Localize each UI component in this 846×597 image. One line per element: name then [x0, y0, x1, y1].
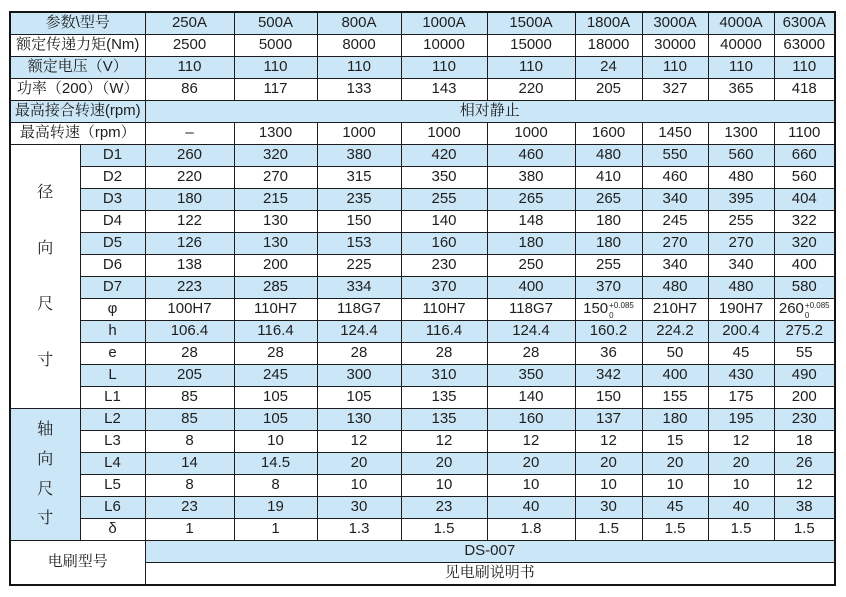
- spec-value: 1450: [642, 123, 708, 145]
- dimension-value: 8: [145, 475, 234, 497]
- dimension-value: 322: [774, 211, 835, 233]
- dimension-value: 12: [317, 431, 401, 453]
- dimension-value: 28: [145, 343, 234, 365]
- dimension-value: 300: [317, 365, 401, 387]
- dimension-value: 400: [774, 255, 835, 277]
- spec-value: 8000: [317, 35, 401, 57]
- dimension-value: 1.5: [708, 519, 774, 541]
- dimension-value: 28: [487, 343, 575, 365]
- dimension-value: 270: [234, 167, 317, 189]
- group-label-char: 尺: [37, 480, 54, 498]
- dimension-value: 1: [234, 519, 317, 541]
- dimension-label: φ: [80, 299, 145, 321]
- dimension-value: 20: [575, 453, 642, 475]
- dimension-value: 26: [774, 453, 835, 475]
- dimension-value: 370: [575, 277, 642, 299]
- dimension-value: 215: [234, 189, 317, 211]
- dimension-value: 320: [234, 145, 317, 167]
- dimension-value: 85: [145, 387, 234, 409]
- dimension-value: 20: [642, 453, 708, 475]
- tolerance-base: 260: [778, 300, 804, 318]
- spec-value: 1600: [575, 123, 642, 145]
- spec-value: 110: [317, 57, 401, 79]
- dimension-value: 430: [708, 365, 774, 387]
- spec-value: 18000: [575, 35, 642, 57]
- dimension-value: 150: [575, 387, 642, 409]
- dimension-value: 270: [708, 233, 774, 255]
- dimension-value: 235: [317, 189, 401, 211]
- dimension-value: 23: [401, 497, 487, 519]
- dimension-value: 220: [145, 167, 234, 189]
- dimension-value: 550: [642, 145, 708, 167]
- dimension-value: 148: [487, 211, 575, 233]
- dimension-value: 340: [708, 255, 774, 277]
- spec-value: 110: [401, 57, 487, 79]
- dimension-value: 1.5: [575, 519, 642, 541]
- dimension-value: 10: [401, 475, 487, 497]
- dimension-value: 36: [575, 343, 642, 365]
- dimension-label: D3: [80, 189, 145, 211]
- spec-value: 1300: [708, 123, 774, 145]
- dimension-value: 400: [487, 277, 575, 299]
- dimension-value: 38: [774, 497, 835, 519]
- dimension-value: 225: [317, 255, 401, 277]
- group-label-char: 轴: [37, 421, 54, 439]
- dimension-value: 124.4: [487, 321, 575, 343]
- dimension-value: 20: [708, 453, 774, 475]
- dimension-value: 180: [575, 233, 642, 255]
- dimension-value: 210H7: [642, 299, 708, 321]
- model-header: 1000A: [401, 12, 487, 35]
- dimension-value: 160: [487, 409, 575, 431]
- dimension-value: 255: [708, 211, 774, 233]
- spec-value: 63000: [774, 35, 835, 57]
- dimension-value: 200: [774, 387, 835, 409]
- dimension-value: 180: [145, 189, 234, 211]
- dimension-value: 135: [401, 387, 487, 409]
- dimension-value: [774, 299, 835, 321]
- dimension-value: 195: [708, 409, 774, 431]
- dimension-value: 1.5: [642, 519, 708, 541]
- spec-value: 1000: [317, 123, 401, 145]
- dimension-label: L: [80, 365, 145, 387]
- spec-value: 1100: [774, 123, 835, 145]
- dimension-value: 100H7: [145, 299, 234, 321]
- dimension-value: 50: [642, 343, 708, 365]
- spec-table: [9, 11, 836, 586]
- dimension-value: 110H7: [234, 299, 317, 321]
- dimension-value: 460: [487, 145, 575, 167]
- spec-value: 110: [642, 57, 708, 79]
- dimension-value: 105: [234, 387, 317, 409]
- spec-label: 最高接合转速(rpm): [10, 101, 145, 123]
- brush-model-value: DS-007: [145, 541, 835, 563]
- spec-value: –: [145, 123, 234, 145]
- dimension-label: L5: [80, 475, 145, 497]
- dimension-value: 12: [774, 475, 835, 497]
- dimension-value: 140: [487, 387, 575, 409]
- dimension-value: 340: [642, 255, 708, 277]
- dimension-value: 310: [401, 365, 487, 387]
- dimension-value: [575, 299, 642, 321]
- dimension-value: 118G7: [487, 299, 575, 321]
- dimension-value: 106.4: [145, 321, 234, 343]
- dimension-value: 8: [145, 431, 234, 453]
- dimension-value: 155: [642, 387, 708, 409]
- dimension-value: 200: [234, 255, 317, 277]
- spec-value: 133: [317, 79, 401, 101]
- dimension-value: 105: [234, 409, 317, 431]
- dimension-value: 150: [317, 211, 401, 233]
- param-model-header: 参数\型号: [10, 12, 145, 35]
- dimension-value: 15: [642, 431, 708, 453]
- dimension-value: 205: [145, 365, 234, 387]
- model-header: 1500A: [487, 12, 575, 35]
- dimension-value: 1.5: [401, 519, 487, 541]
- dimension-value: 265: [487, 189, 575, 211]
- dimension-value: 138: [145, 255, 234, 277]
- tolerance-upper: +0.085: [609, 301, 634, 311]
- dimension-value: 10: [234, 431, 317, 453]
- dimension-label: D7: [80, 277, 145, 299]
- dimension-value: 10: [575, 475, 642, 497]
- dimension-value: 275.2: [774, 321, 835, 343]
- spec-value: 10000: [401, 35, 487, 57]
- dimension-value: 153: [317, 233, 401, 255]
- tolerance-upper: +0.085: [804, 301, 830, 311]
- dimension-value: 20: [401, 453, 487, 475]
- dimension-value: 400: [642, 365, 708, 387]
- dimension-value: 480: [575, 145, 642, 167]
- dimension-value: 40: [487, 497, 575, 519]
- dimension-value: 10: [708, 475, 774, 497]
- dimension-label: D1: [80, 145, 145, 167]
- spec-value: 110: [487, 57, 575, 79]
- spec-merged-value: 相对静止: [145, 101, 835, 123]
- dimension-value: 23: [145, 497, 234, 519]
- spec-value: 110: [145, 57, 234, 79]
- spec-value: 5000: [234, 35, 317, 57]
- dimension-value: 320: [774, 233, 835, 255]
- spec-value: 327: [642, 79, 708, 101]
- dimension-value: 55: [774, 343, 835, 365]
- dimension-label: L2: [80, 409, 145, 431]
- dimension-value: 10: [317, 475, 401, 497]
- group-label-char: 径: [37, 183, 54, 201]
- dimension-value: 40: [708, 497, 774, 519]
- spec-value: 40000: [708, 35, 774, 57]
- dimension-value: 19: [234, 497, 317, 519]
- dimension-value: 160: [401, 233, 487, 255]
- model-header: 800A: [317, 12, 401, 35]
- dimension-value: 20: [487, 453, 575, 475]
- model-header: 250A: [145, 12, 234, 35]
- dimension-value: 175: [708, 387, 774, 409]
- dimension-value: 85: [145, 409, 234, 431]
- dimension-value: 180: [575, 211, 642, 233]
- dimension-value: 370: [401, 277, 487, 299]
- dimension-value: 380: [317, 145, 401, 167]
- dimension-value: 45: [708, 343, 774, 365]
- dimension-value: 14.5: [234, 453, 317, 475]
- dimension-value: 137: [575, 409, 642, 431]
- dimension-value: 342: [575, 365, 642, 387]
- dimension-value: 660: [774, 145, 835, 167]
- dimension-value: 560: [774, 167, 835, 189]
- dimension-value: 118G7: [317, 299, 401, 321]
- dimension-value: 334: [317, 277, 401, 299]
- dimension-value: 140: [401, 211, 487, 233]
- dimension-value: 350: [401, 167, 487, 189]
- dimension-value: 265: [575, 189, 642, 211]
- dimension-value: 30: [575, 497, 642, 519]
- dimension-value: 230: [401, 255, 487, 277]
- dimension-value: 410: [575, 167, 642, 189]
- dimension-value: 14: [145, 453, 234, 475]
- tolerance-stack: [609, 301, 634, 319]
- dimension-value: 315: [317, 167, 401, 189]
- dimension-label: D2: [80, 167, 145, 189]
- dimension-value: 1: [145, 519, 234, 541]
- dimension-value: 480: [708, 167, 774, 189]
- group-label-char: 尺: [37, 295, 54, 313]
- dimension-label: e: [80, 343, 145, 365]
- spec-value: 220: [487, 79, 575, 101]
- model-header: 3000A: [642, 12, 708, 35]
- dimension-value: 350: [487, 365, 575, 387]
- brush-model-label: 电刷型号: [10, 541, 145, 586]
- dimension-value: 30: [317, 497, 401, 519]
- group-label-char: 向: [37, 239, 54, 257]
- dimension-value: 420: [401, 145, 487, 167]
- spec-value: 110: [774, 57, 835, 79]
- spec-label: 额定传递力矩(Nm): [10, 35, 145, 57]
- dimension-value: 28: [401, 343, 487, 365]
- brush-note: 见电刷说明书: [145, 563, 835, 586]
- dimension-value: 190H7: [708, 299, 774, 321]
- dimension-value: 116.4: [401, 321, 487, 343]
- dimension-value: 10: [487, 475, 575, 497]
- spec-value: 1300: [234, 123, 317, 145]
- dimension-label: L6: [80, 497, 145, 519]
- dimension-value: 130: [317, 409, 401, 431]
- dimension-value: 45: [642, 497, 708, 519]
- tolerance-base: 150: [583, 300, 609, 318]
- dimension-value: 404: [774, 189, 835, 211]
- dimension-value: 12: [575, 431, 642, 453]
- dimension-value: 255: [575, 255, 642, 277]
- group-label-vertical: [11, 145, 80, 408]
- spec-value: 110: [234, 57, 317, 79]
- dimension-label: L1: [80, 387, 145, 409]
- dimension-value: 110H7: [401, 299, 487, 321]
- dimension-value: 340: [642, 189, 708, 211]
- dimension-value: 28: [317, 343, 401, 365]
- model-header: 500A: [234, 12, 317, 35]
- dimension-value: 285: [234, 277, 317, 299]
- dimension-value: 135: [401, 409, 487, 431]
- dimension-label: L3: [80, 431, 145, 453]
- dimension-group-label: [10, 409, 80, 541]
- dimension-value: 230: [774, 409, 835, 431]
- dimension-value: 130: [234, 233, 317, 255]
- dimension-value: 224.2: [642, 321, 708, 343]
- model-header: 4000A: [708, 12, 774, 35]
- spec-value: 15000: [487, 35, 575, 57]
- dimension-value: 1.5: [774, 519, 835, 541]
- dimension-label: D6: [80, 255, 145, 277]
- spec-label: 最高转速（rpm）: [10, 123, 145, 145]
- dimension-value: 8: [234, 475, 317, 497]
- spec-value: 365: [708, 79, 774, 101]
- dimension-value: 490: [774, 365, 835, 387]
- dimension-value: 255: [401, 189, 487, 211]
- dimension-label: D4: [80, 211, 145, 233]
- dimension-value: 270: [642, 233, 708, 255]
- spec-value: 2500: [145, 35, 234, 57]
- dimension-label: h: [80, 321, 145, 343]
- dimension-value: 180: [642, 409, 708, 431]
- dimension-value: 260: [145, 145, 234, 167]
- dimension-label: D5: [80, 233, 145, 255]
- dimension-value: 245: [234, 365, 317, 387]
- tolerance-lower: 0: [609, 310, 614, 320]
- dimension-value: 28: [234, 343, 317, 365]
- spec-value: 110: [708, 57, 774, 79]
- dimension-value: 126: [145, 233, 234, 255]
- dimension-label: δ: [80, 519, 145, 541]
- spec-value: 1000: [401, 123, 487, 145]
- tolerance-lower: 0: [804, 310, 810, 320]
- dimension-value: 20: [317, 453, 401, 475]
- dimension-group-label: [10, 145, 80, 409]
- dimension-value: 395: [708, 189, 774, 211]
- dimension-value: 116.4: [234, 321, 317, 343]
- spec-label: 功率（200）（W）: [10, 79, 145, 101]
- dimension-value: 250: [487, 255, 575, 277]
- dimension-label: L4: [80, 453, 145, 475]
- spec-value: 418: [774, 79, 835, 101]
- dimension-value: 12: [708, 431, 774, 453]
- spec-value: 117: [234, 79, 317, 101]
- tolerance-stack: [805, 301, 830, 319]
- group-label-char: 寸: [37, 510, 54, 528]
- group-label-vertical: [11, 409, 80, 540]
- dimension-value: 200.4: [708, 321, 774, 343]
- model-header: 6300A: [774, 12, 835, 35]
- dimension-value: 560: [708, 145, 774, 167]
- spec-value: 205: [575, 79, 642, 101]
- dimension-value: 580: [774, 277, 835, 299]
- dimension-value: 18: [774, 431, 835, 453]
- dimension-value: 10: [642, 475, 708, 497]
- dimension-value: 122: [145, 211, 234, 233]
- spec-value: 1000: [487, 123, 575, 145]
- spec-value: 30000: [642, 35, 708, 57]
- dimension-value: 1.3: [317, 519, 401, 541]
- dimension-value: 12: [401, 431, 487, 453]
- group-label-char: 向: [37, 450, 54, 468]
- dimension-value: 460: [642, 167, 708, 189]
- model-header: 1800A: [575, 12, 642, 35]
- dimension-value: 380: [487, 167, 575, 189]
- dimension-value: 160.2: [575, 321, 642, 343]
- dimension-value: 245: [642, 211, 708, 233]
- group-label-char: 寸: [37, 351, 54, 369]
- spec-value: 86: [145, 79, 234, 101]
- dimension-value: 480: [642, 277, 708, 299]
- dimension-value: 223: [145, 277, 234, 299]
- spec-value: 24: [575, 57, 642, 79]
- dimension-value: 130: [234, 211, 317, 233]
- dimension-value: 12: [487, 431, 575, 453]
- spec-label: 额定电压（V）: [10, 57, 145, 79]
- dimension-value: 124.4: [317, 321, 401, 343]
- dimension-value: 180: [487, 233, 575, 255]
- dimension-value: 105: [317, 387, 401, 409]
- dimension-value: 1.8: [487, 519, 575, 541]
- dimension-value: 480: [708, 277, 774, 299]
- spec-value: 143: [401, 79, 487, 101]
